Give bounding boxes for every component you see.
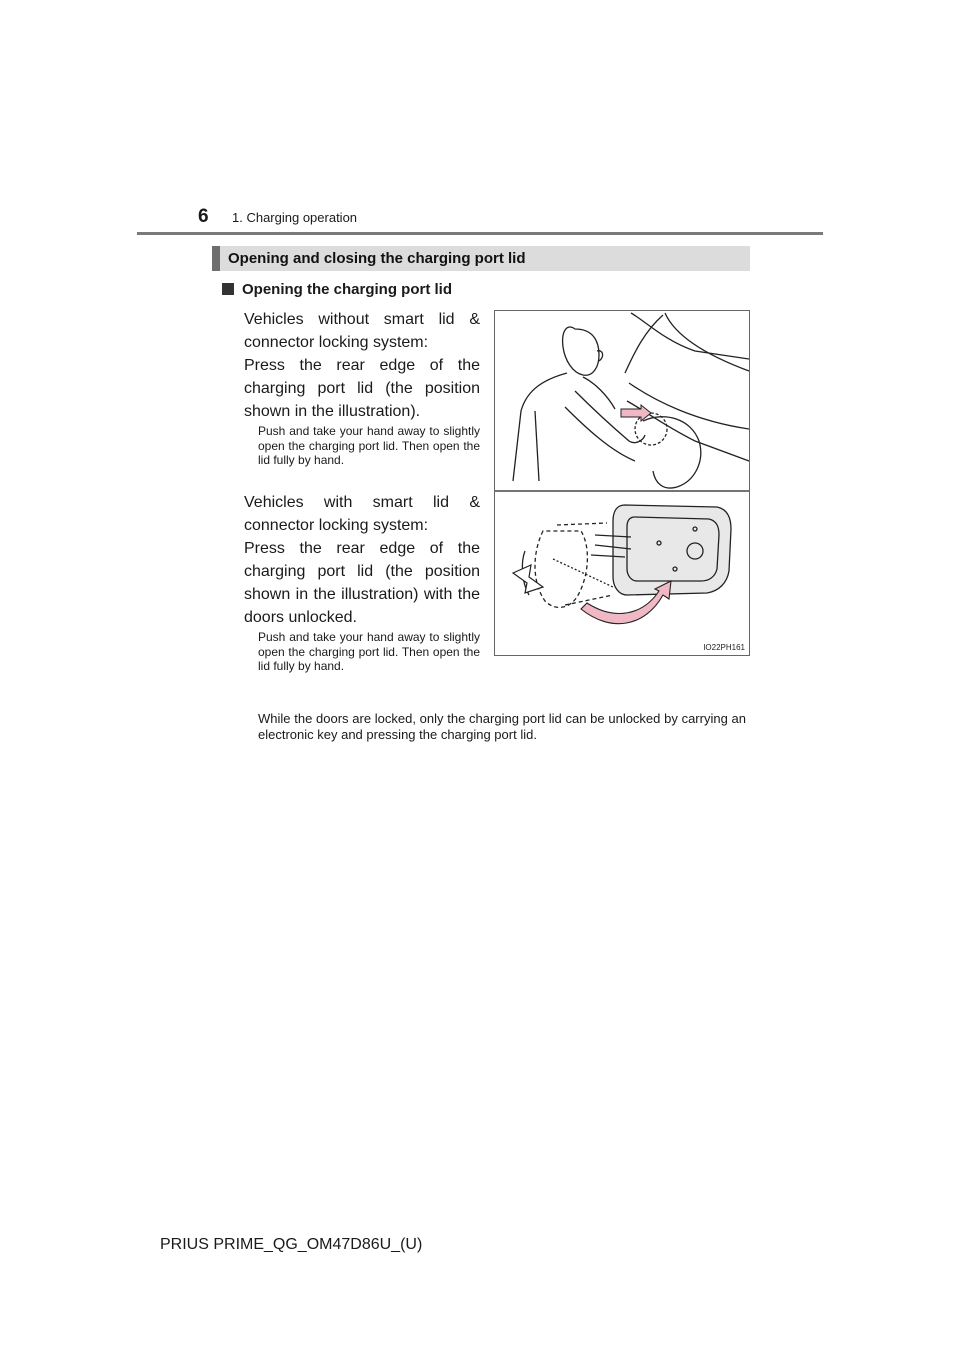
sub-heading-text: Opening the charging port lid: [242, 281, 452, 298]
paragraph-with-smart-lid: Vehicles with smart lid & connector locking system:: [244, 494, 480, 534]
section-title: 1. Charging operation: [232, 210, 358, 225]
note-doors-locked: While the doors are locked, only the charging port lid can be unlocked by carrying an electronic key and pressing the charging port lid.: [258, 711, 746, 742]
topic-heading-text: Opening and closing the charging port lid: [228, 250, 526, 267]
page-footer: PRIUS PRIME_QG_OM47D86U_(U): [160, 1236, 423, 1253]
paragraph-press-rear-edge-unlocked: Press the rear edge of the charging port lid (the position shown in the illustration) with the doors unlocked.: [244, 540, 480, 626]
paragraph-press-rear-edge: Press the rear edge of the charging port lid (the position shown in the illustration).: [244, 357, 480, 420]
sub-heading: [222, 281, 452, 298]
illustration-code: IO22PH161: [703, 643, 745, 652]
paragraph-without-smart-lid: Vehicles without smart lid & connector locking system:: [244, 311, 480, 351]
note-push-release-1: Push and take your hand away to slightly open the charging port lid. Then open the lid fully by hand.: [258, 424, 480, 467]
page-number: 6: [198, 206, 209, 227]
note-push-release-2: Push and take your hand away to slightly open the charging port lid. Then open the lid fully by hand.: [258, 630, 480, 673]
square-bullet-icon: [222, 283, 234, 295]
charging-port-drawing: [495, 311, 749, 655]
charging-port-illustration: [494, 310, 750, 656]
header-divider: [137, 232, 823, 235]
topic-heading: [212, 246, 750, 271]
